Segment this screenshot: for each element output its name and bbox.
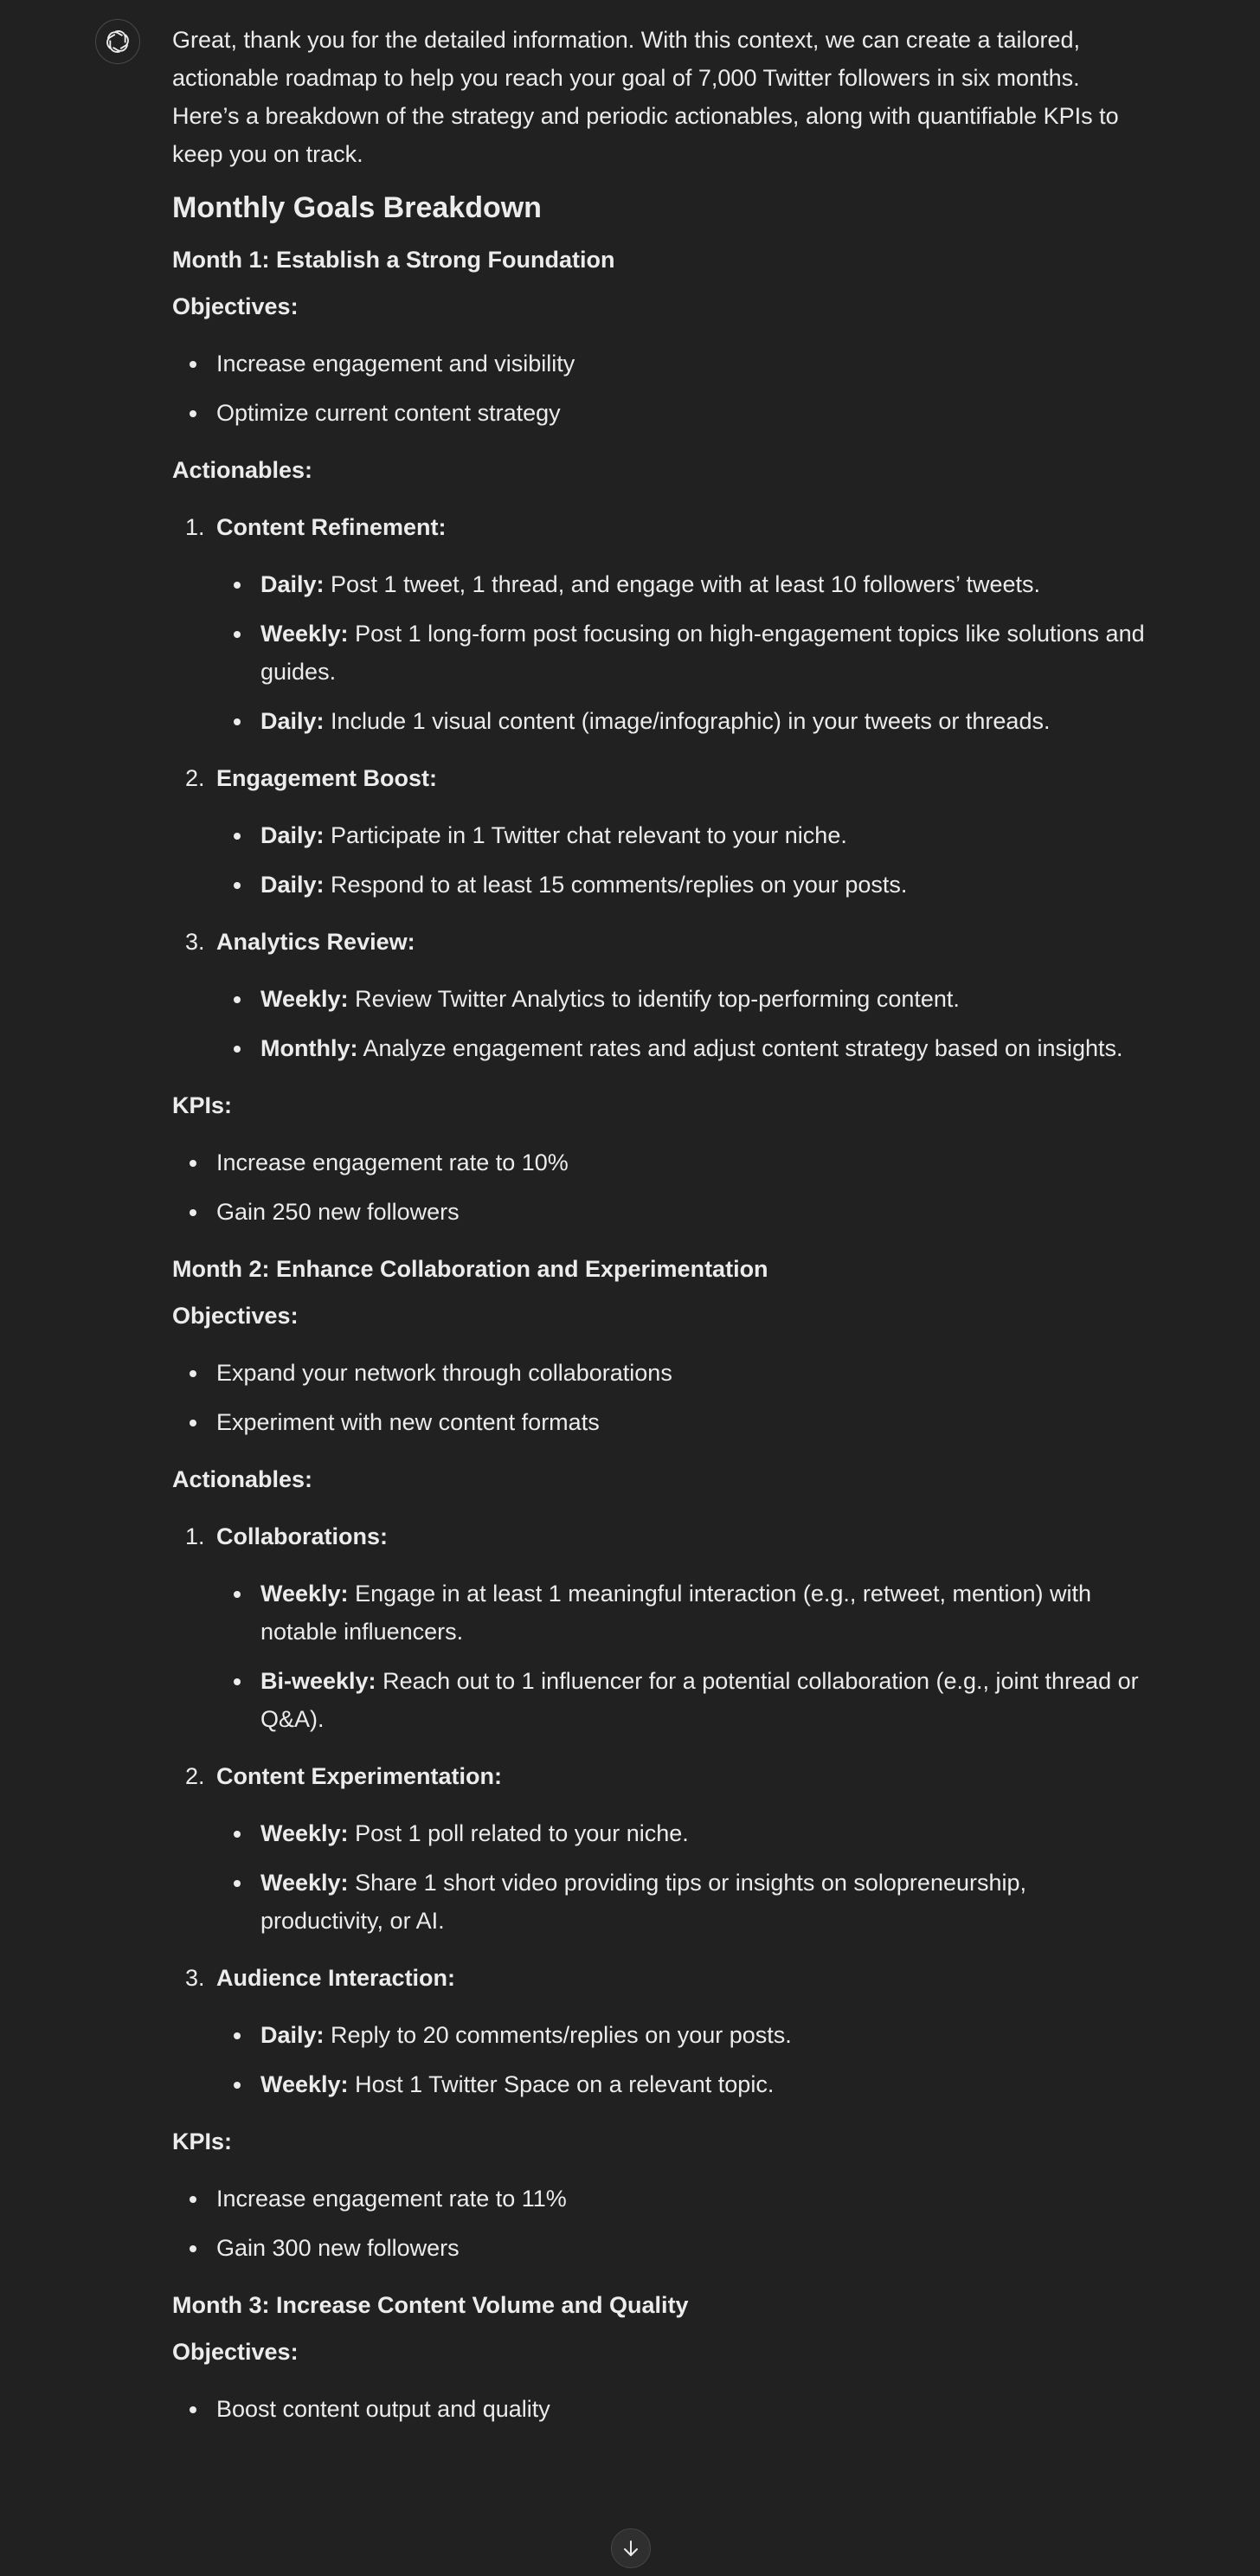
kpi-item: Gain 250 new followers	[216, 1193, 1150, 1231]
actionable-item	[185, 759, 1150, 904]
task-text: Engage in at least 1 meaningful interaction (e.g., retweet, mention) with notable influencers.	[260, 1581, 1092, 1645]
actionables-label: Actionables:	[172, 457, 313, 483]
task-frequency: Weekly:	[260, 2071, 349, 2097]
step-title: Collaborations:	[216, 1523, 389, 1549]
task-frequency: Weekly:	[260, 1581, 349, 1607]
task-text: Reply to 20 comments/replies on your posts.	[324, 2022, 792, 2048]
assistant-message	[172, 21, 1150, 2447]
months-container	[172, 241, 1150, 2428]
objective-item: Experiment with new content formats	[216, 1403, 1150, 1441]
task-item	[260, 1864, 1150, 1940]
objectives-list	[172, 2390, 1150, 2428]
objectives-label: Objectives:	[172, 2339, 299, 2365]
section-title: Monthly Goals Breakdown	[172, 191, 542, 224]
step-title: Analytics Review:	[216, 929, 415, 955]
assistant-avatar	[95, 19, 140, 64]
step-number: 1.	[185, 1523, 205, 1549]
task-item	[260, 816, 1150, 854]
task-frequency: Daily:	[260, 872, 325, 898]
objective-item: Optimize current content strategy	[216, 394, 1150, 432]
task-item	[260, 866, 1150, 904]
kpis-label: KPIs:	[172, 2128, 233, 2154]
task-text: Include 1 visual content (image/infographic) in your tweets or threads.	[324, 708, 1051, 734]
task-list	[216, 2016, 1150, 2103]
actionable-item	[185, 508, 1150, 740]
task-item	[260, 615, 1150, 691]
step-number: 1.	[185, 514, 205, 540]
task-item	[260, 1029, 1150, 1067]
task-text: Post 1 poll related to your niche.	[348, 1820, 689, 1846]
task-frequency: Monthly:	[260, 1035, 358, 1061]
task-item	[260, 2065, 1150, 2103]
task-frequency: Weekly:	[260, 1870, 349, 1896]
task-item	[260, 702, 1150, 740]
objectives-list	[172, 345, 1150, 432]
objectives-label: Objectives:	[172, 293, 299, 319]
month-title: Month 2: Enhance Collaboration and Experimentation	[172, 1256, 768, 1282]
month-title: Month 1: Establish a Strong Foundation	[172, 247, 615, 273]
objective-item: Boost content output and quality	[216, 2390, 1150, 2428]
task-text: Post 1 long-form post focusing on high-engagement topics like solutions and guides.	[260, 621, 1145, 685]
arrow-down-icon	[620, 2538, 641, 2559]
task-frequency: Bi-weekly:	[260, 1668, 376, 1694]
task-item	[260, 980, 1150, 1018]
task-item	[260, 2016, 1150, 2054]
task-text: Host 1 Twitter Space on a relevant topic.	[348, 2071, 775, 2097]
task-list	[216, 565, 1150, 740]
task-frequency: Weekly:	[260, 621, 349, 647]
task-frequency: Daily:	[260, 708, 325, 734]
kpi-item: Increase engagement rate to 11%	[216, 2180, 1150, 2218]
kpis-label: KPIs:	[172, 1092, 233, 1118]
step-number: 2.	[185, 765, 205, 791]
task-frequency: Weekly:	[260, 1820, 349, 1846]
task-list	[216, 1575, 1150, 1738]
step-number: 3.	[185, 1965, 205, 1991]
scroll-to-bottom-button[interactable]	[611, 2528, 651, 2568]
kpi-item: Increase engagement rate to 10%	[216, 1143, 1150, 1182]
openai-logo-icon	[104, 28, 132, 55]
task-text: Review Twitter Analytics to identify top-performing content.	[348, 986, 960, 1012]
step-title: Content Refinement:	[216, 514, 447, 540]
task-frequency: Daily:	[260, 571, 325, 597]
task-item	[260, 1662, 1150, 1738]
step-title: Audience Interaction:	[216, 1965, 456, 1991]
task-list	[216, 980, 1150, 1067]
step-number: 3.	[185, 929, 205, 955]
kpis-list	[172, 1143, 1150, 1231]
actionable-item	[185, 1757, 1150, 1940]
task-list	[216, 816, 1150, 904]
task-frequency: Daily:	[260, 822, 325, 848]
task-frequency: Daily:	[260, 2022, 325, 2048]
task-text: Reach out to 1 influencer for a potential collaboration (e.g., joint thread or Q&A).	[260, 1668, 1139, 1732]
actionable-item	[185, 1959, 1150, 2103]
task-item	[260, 565, 1150, 603]
task-text: Post 1 tweet, 1 thread, and engage with at least 10 followers’ tweets.	[324, 571, 1041, 597]
objective-item: Increase engagement and visibility	[216, 345, 1150, 383]
task-frequency: Weekly:	[260, 986, 349, 1012]
step-title: Engagement Boost:	[216, 765, 438, 791]
objective-item: Expand your network through collaborations	[216, 1354, 1150, 1392]
month-title: Month 3: Increase Content Volume and Quality	[172, 2292, 689, 2318]
actionables-list	[172, 508, 1150, 1067]
objectives-list	[172, 1354, 1150, 1441]
task-text: Analyze engagement rates and adjust content strategy based on insights.	[357, 1035, 1123, 1061]
task-text: Respond to at least 15 comments/replies on your posts.	[324, 872, 908, 898]
intro-paragraph: Great, thank you for the detailed information. With this context, we can create a tailored, actionable roadmap to help you reach your goal of 7,000 Twitter followers in six months. Here’s a breakdown of the strategy and periodic actionables, along with quantifiable KPIs to keep you on track.	[172, 27, 1119, 167]
step-number: 2.	[185, 1763, 205, 1789]
task-text: Participate in 1 Twitter chat relevant to your niche.	[324, 822, 847, 848]
actionable-item	[185, 923, 1150, 1067]
task-item	[260, 1575, 1150, 1651]
actionable-item	[185, 1517, 1150, 1738]
kpi-item: Gain 300 new followers	[216, 2229, 1150, 2267]
kpis-list	[172, 2180, 1150, 2267]
step-title: Content Experimentation:	[216, 1763, 503, 1789]
actionables-label: Actionables:	[172, 1466, 313, 1492]
objectives-label: Objectives:	[172, 1303, 299, 1329]
task-item	[260, 1814, 1150, 1852]
actionables-list	[172, 1517, 1150, 2103]
task-list	[216, 1814, 1150, 1940]
task-text: Share 1 short video providing tips or insights on solopreneurship, productivity, or AI.	[260, 1870, 1027, 1934]
